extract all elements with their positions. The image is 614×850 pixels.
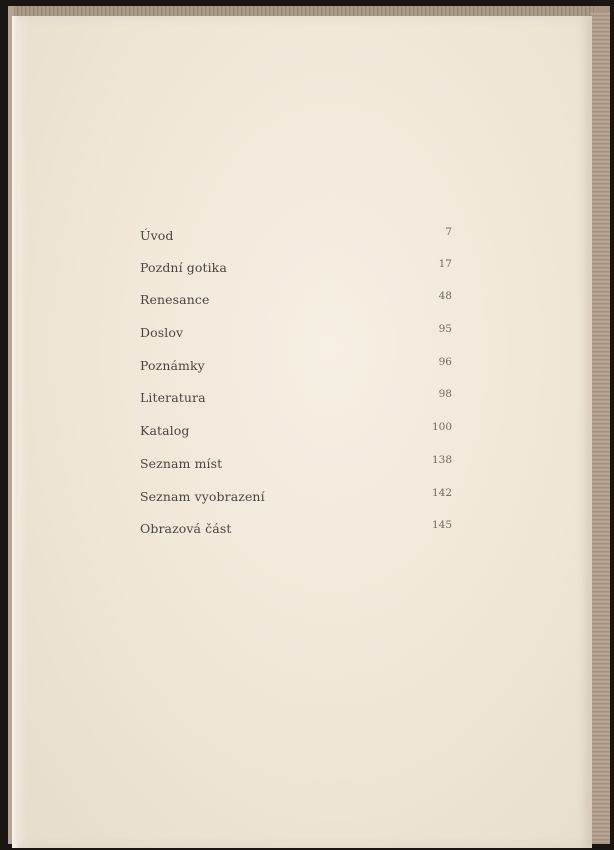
toc-entry-title: Renesance [140, 292, 210, 307]
toc-entry-page: 100 [431, 421, 452, 433]
toc-entry [140, 356, 460, 378]
toc-entry [140, 388, 460, 410]
toc-entry-page: 48 [438, 290, 452, 302]
toc-entry [140, 487, 460, 509]
toc-entry [140, 226, 460, 248]
toc-entry [140, 290, 460, 312]
toc-entry-page: 95 [438, 323, 452, 335]
toc-entry-title: Literatura [140, 390, 206, 405]
toc-entry-title: Seznam míst [140, 456, 223, 471]
toc-entry-title: Seznam vyobrazení [140, 489, 265, 504]
toc-entry [140, 323, 460, 345]
toc-entry-title: Pozdní gotika [140, 260, 227, 275]
toc-entry-page: 142 [431, 487, 452, 499]
toc-entry-page: 96 [438, 356, 452, 368]
cover-right-edge [590, 12, 610, 842]
toc-entry-title: Katalog [140, 423, 190, 438]
toc-entry-title: Obrazová část [140, 521, 232, 536]
toc-entry [140, 519, 460, 541]
toc-entry-page: 145 [431, 519, 452, 531]
toc-entry-page: 98 [438, 388, 452, 400]
table-of-contents [140, 226, 460, 546]
toc-entry [140, 454, 460, 476]
toc-entry [140, 258, 460, 280]
toc-entry-title: Poznámky [140, 358, 205, 373]
toc-entry-page: 7 [445, 226, 452, 238]
toc-entry-title: Doslov [140, 325, 184, 340]
page-edge [12, 16, 18, 848]
toc-entry-page: 17 [438, 258, 452, 270]
toc-entry-page: 138 [431, 454, 452, 466]
toc-entry-title: Úvod [140, 228, 174, 243]
toc-entry [140, 421, 460, 443]
